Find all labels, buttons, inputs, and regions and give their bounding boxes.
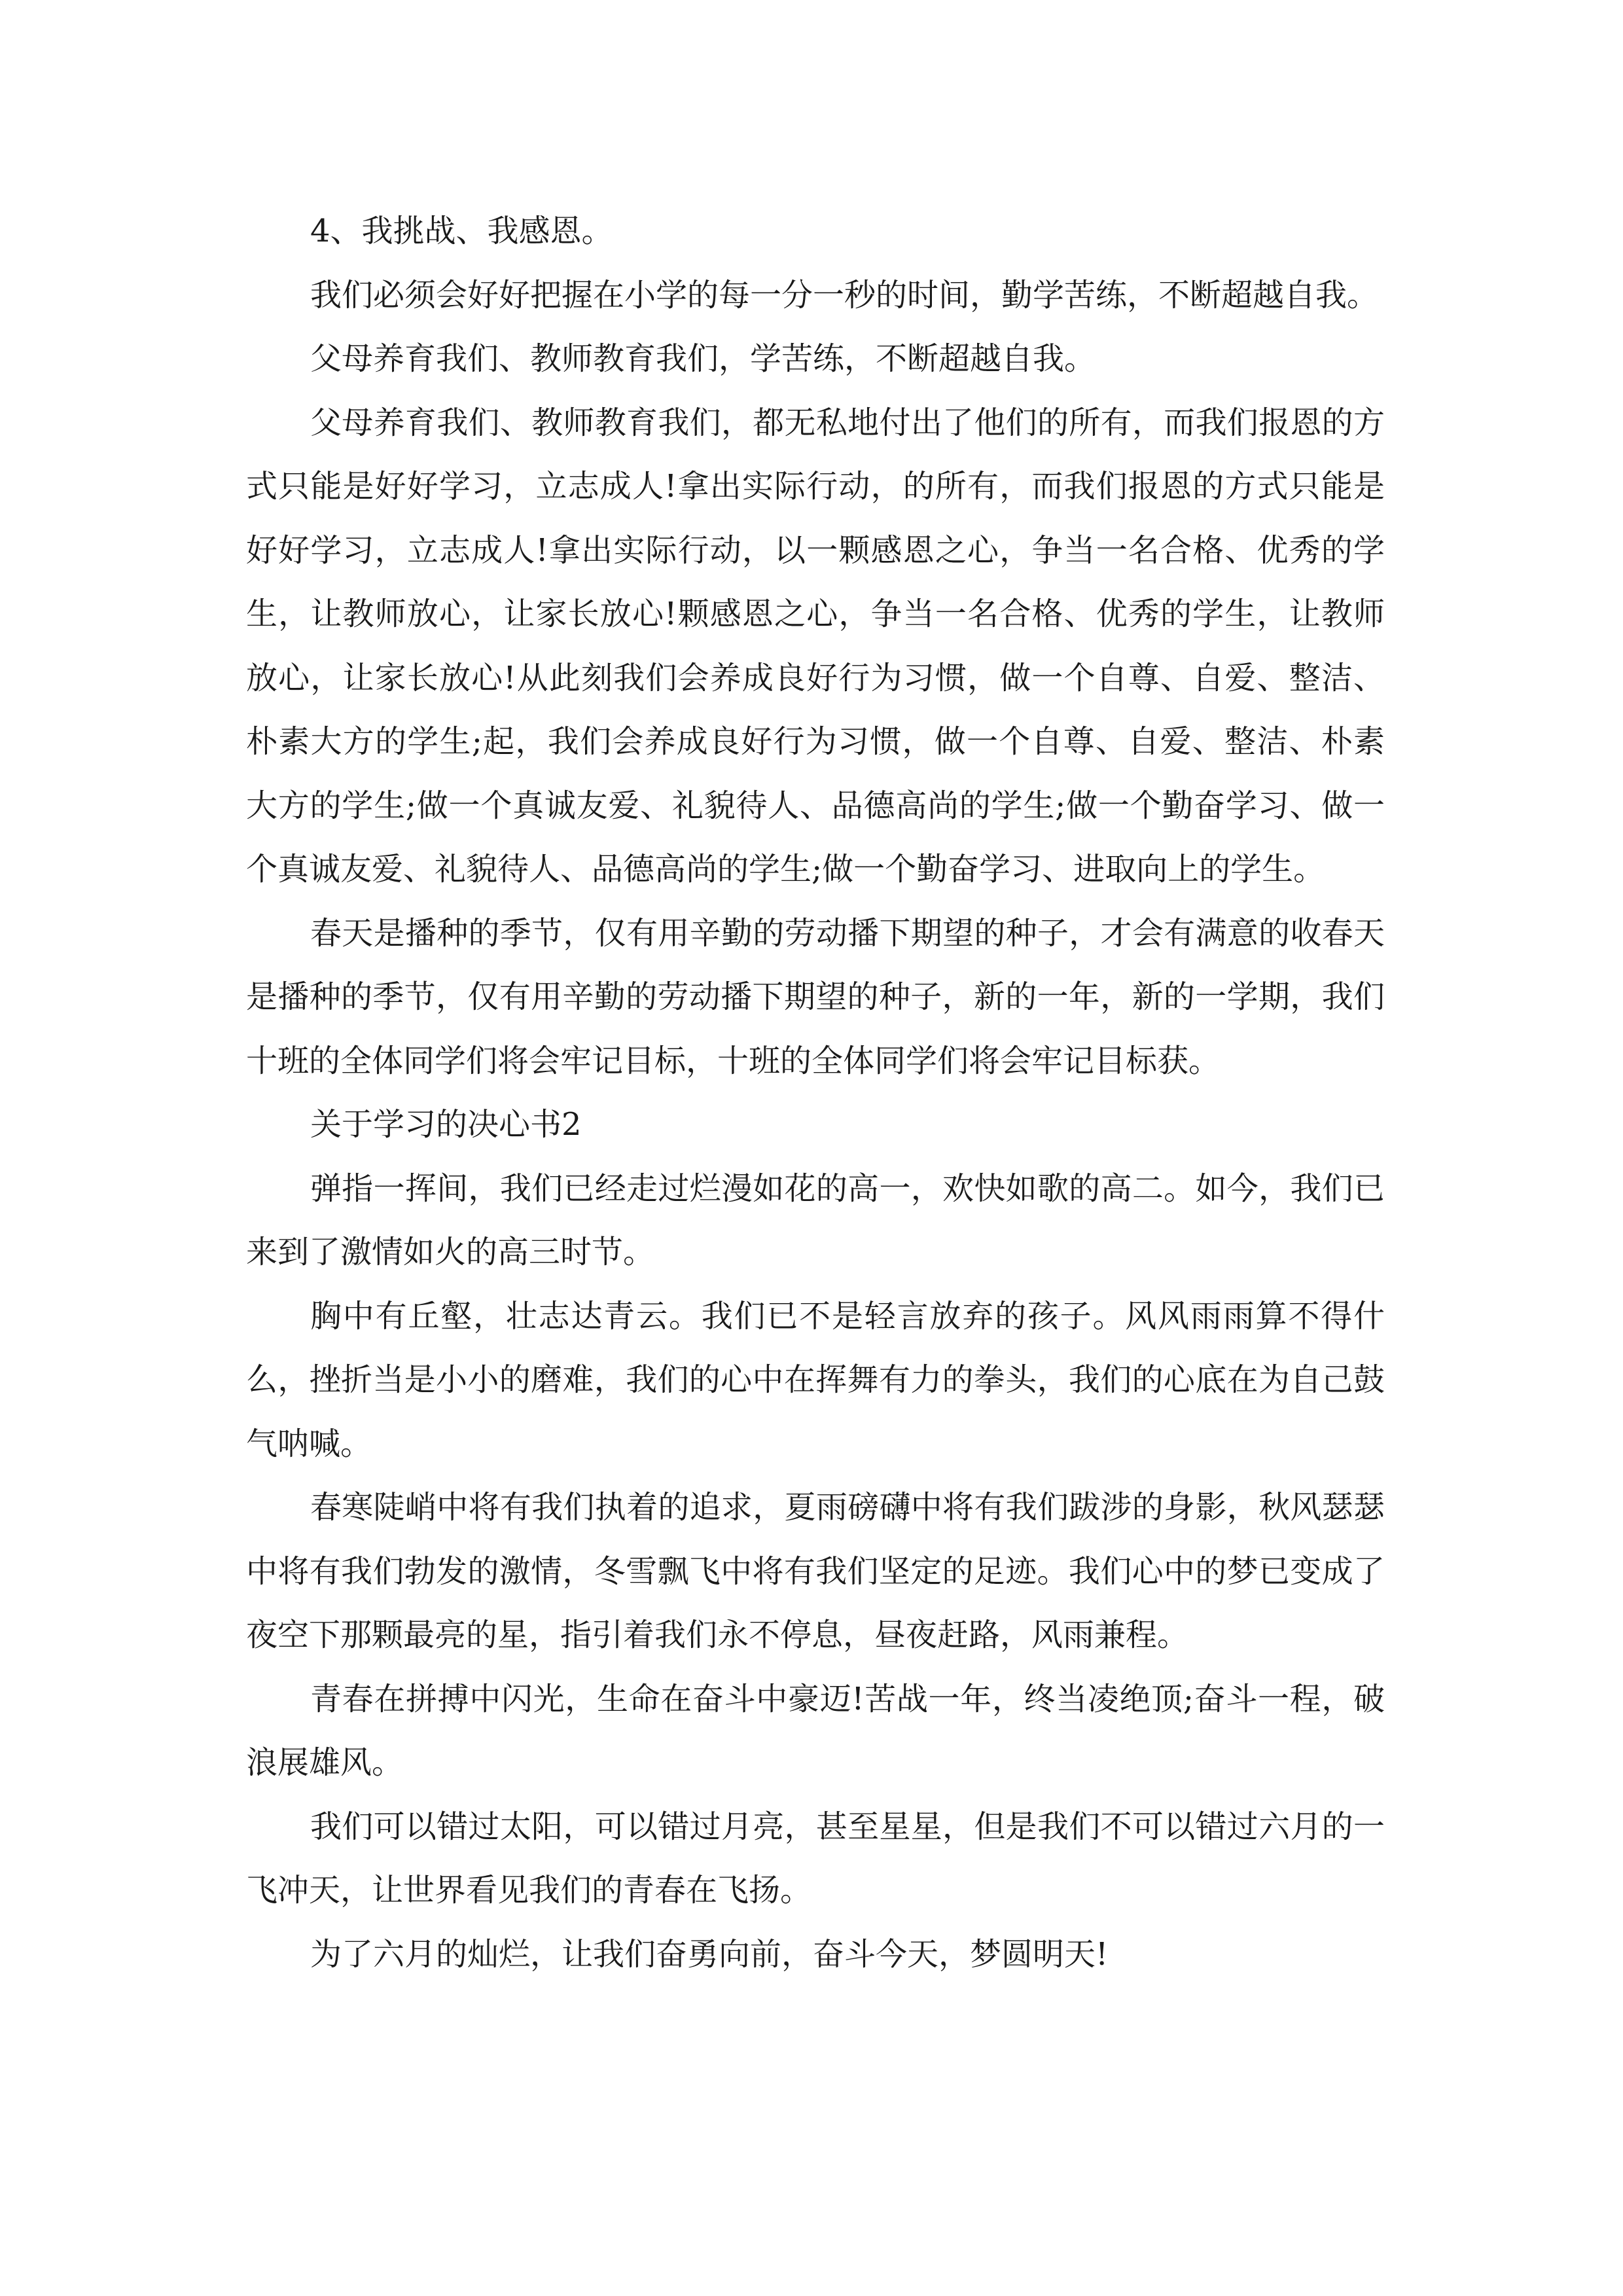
section-heading: 关于学习的决心书2 — [310, 1106, 582, 1143]
paragraph: 胸中有丘壑，壮志达青云。我们已不是轻言放弃的孩子。风风雨雨算不得什么，挫折当是小小的磨难，我们的心中在挥舞有力的拳头，我们的心底在为自己鼓气呐喊。 — [246, 1297, 1385, 1462]
paragraph: 春天是播种的季节，仅有用辛勤的劳动播下期望的种子，才会有满意的收春天是播种的季节，仅有用辛勤的劳动播下期望的种子，新的一年，新的一学期，我们十班的全体同学们将会牢记目标，十班的全体同学们将会牢记目标获。 — [246, 914, 1385, 1079]
document-body — [246, 200, 1385, 1986]
paragraph: 青春在拼搏中闪光，生命在奋斗中豪迈!苦战一年，终当凌绝顶;奋斗一程，破浪展雄风。 — [246, 1680, 1385, 1781]
paragraph: 我们可以错过太阳，可以错过月亮，甚至星星，但是我们不可以错过六月的一飞冲天，让世界看见我们的青春在飞扬。 — [246, 1808, 1385, 1909]
paragraph: 父母养育我们、教师教育我们，学苦练，不断超越自我。 — [310, 340, 1096, 377]
paragraph: 春寒陡峭中将有我们执着的追求，夏雨磅礴中将有我们跋涉的身影，秋风瑟瑟中将有我们勃发的激情，冬雪飘飞中将有我们坚定的足迹。我们心中的梦已变成了夜空下那颗最亮的星，指引着我们永不停息，昼夜赶路，风雨兼程。 — [246, 1489, 1385, 1653]
paragraph: 4、我挑战、我感恩。 — [310, 213, 613, 249]
paragraph: 为了六月的灿烂，让我们奋勇向前，奋斗今天，梦圆明天! — [310, 1935, 1109, 1973]
paragraph: 弹指一挥间，我们已经走过烂漫如花的高一，欢快如歌的高二。如今，我们已来到了激情如火的高三时节。 — [246, 1170, 1385, 1270]
paragraph: 我们必须会好好把握在小学的每一分一秒的时间，勤学苦练，不断超越自我。 — [310, 276, 1379, 314]
paragraph: 父母养育我们、教师教育我们，都无私地付出了他们的所有，而我们报恩的方式只能是好好学习，立志成人!拿出实际行动，的所有，而我们报恩的方式只能是好好学习，立志成人!拿出实际行动，以一颗感恩之心，争当一名合格、优秀的学生，让教师放心，让家长放心!颗感恩之心，争当一名合格、优秀的学生，让教师放心，让家长放心!从此刻我们会养成良好行为习惯，做一个自尊、自爱、整洁、朴素大方的学生;起，我们会养成良好行为习惯，做一个自尊、自爱、整洁、朴素大方的学生;做一个真诚友爱、礼貌待人、品德高尚的学生;做一个勤奋学习、做一个真诚友爱、礼貌待人、品德高尚的学生;做一个勤奋学习、进取向上的学生。 — [246, 404, 1385, 888]
